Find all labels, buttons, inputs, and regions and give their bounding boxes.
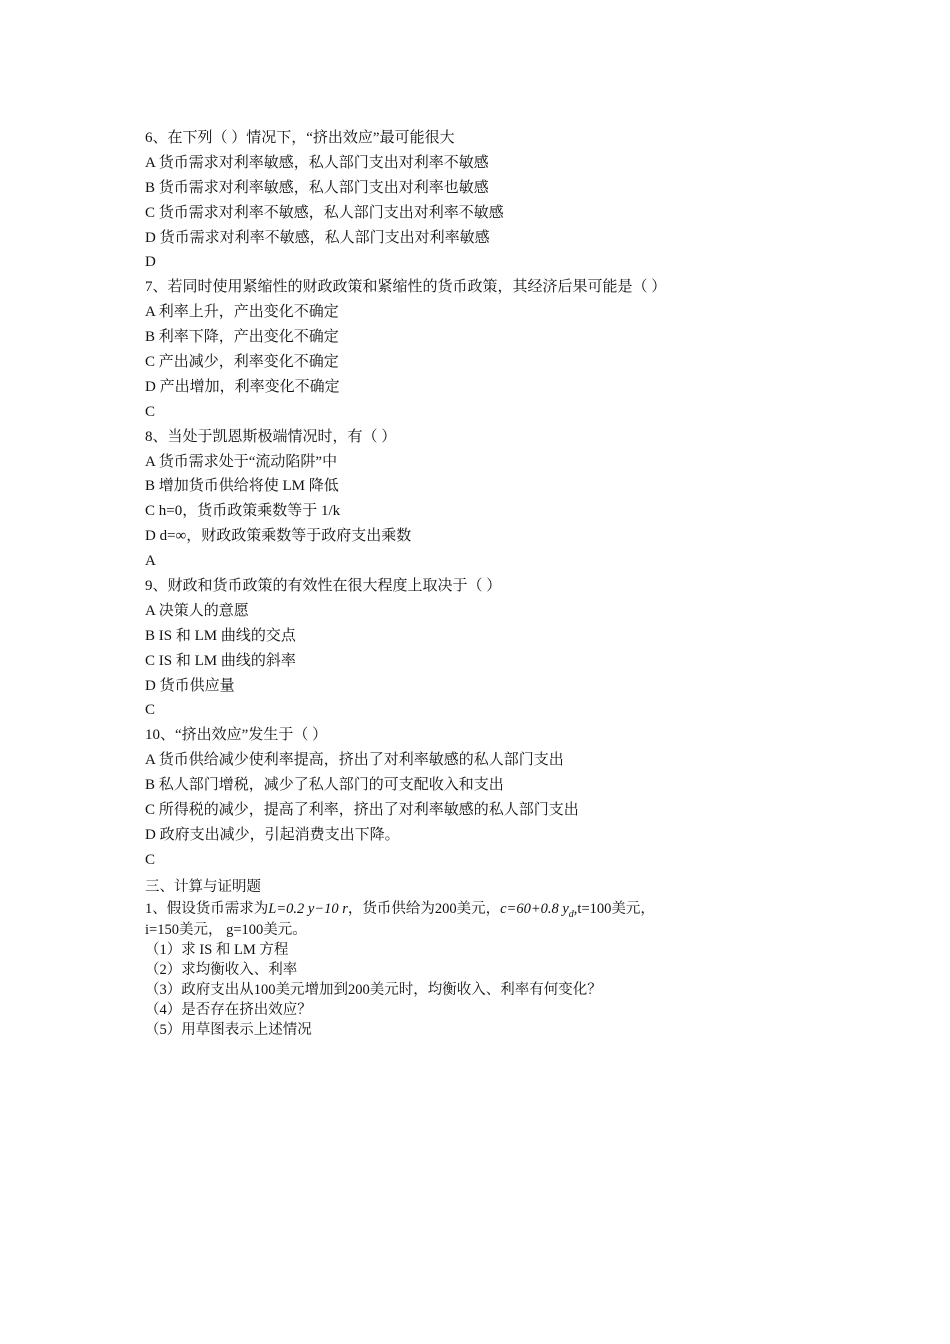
question-option: A 货币供给减少使利率提高，挤出了对利率敏感的私人部门支出 xyxy=(145,752,564,769)
consumption-subscript: d xyxy=(568,908,574,920)
tax-text: ,t=100美元， xyxy=(573,901,655,917)
problem-statement-line-2: i=150美元， g=100美元。 xyxy=(145,922,307,938)
question-option: B 利率下降，产出变化不确定 xyxy=(145,329,339,346)
multiple-choice-section xyxy=(145,126,865,873)
consumption-formula: c=60+0.8 y xyxy=(500,901,569,917)
problem-prefix: 1、假设货币需求为 xyxy=(145,901,269,917)
question-option: C IS 和 LM 曲线的斜率 xyxy=(145,652,296,669)
question-stem: 7、若同时使用紧缩性的财政政策和紧缩性的货币政策，其经济后果可能是（ ） xyxy=(145,279,667,296)
question-answer: A xyxy=(145,553,156,570)
section-title: 三、计算与证明题 xyxy=(145,879,261,895)
question-answer: D xyxy=(145,254,156,271)
question-option: C 所得税的减少，提高了利率，挤出了对利率敏感的私人部门支出 xyxy=(145,802,579,819)
question-option: A 货币需求处于“流动陷阱”中 xyxy=(145,453,338,470)
question-option: B IS 和 LM 曲线的交点 xyxy=(145,627,296,644)
question-answer: C xyxy=(145,851,156,868)
sub-question: （4）是否存在挤出效应？ xyxy=(145,1002,312,1018)
question-stem: 6、在下列（ ）情况下，“挤出效应”最可能很大 xyxy=(145,130,455,146)
sub-question: （2）求均衡收入、利率 xyxy=(145,962,298,978)
question-answer: C xyxy=(145,702,156,719)
question-option: A 利率上升，产出变化不确定 xyxy=(145,304,339,321)
question-option: D 政府支出减少，引起消费支出下降。 xyxy=(145,826,400,843)
money-supply-text: ，货币供给为200美元， xyxy=(347,901,501,917)
sub-question: （1）求 IS 和 LM 方程 xyxy=(145,942,289,958)
sub-question: （3）政府支出从100美元增加到200美元时，均衡收入、利率有何变化？ xyxy=(145,982,602,998)
question-stem: 9、财政和货币政策的有效性在很大程度上取决于（ ） xyxy=(145,578,502,595)
question-option: D d=∞，财政政策乘数等于政府支出乘数 xyxy=(145,528,412,545)
question-option: C h=0，货币政策乘数等于 1/k xyxy=(145,503,341,520)
calculation-section xyxy=(145,876,865,1040)
problem-statement-line-1 xyxy=(145,898,865,920)
money-demand-formula: L=0.2 y−10 r xyxy=(268,901,348,917)
question-option: C 货币需求对利率不敏感，私人部门支出对利率不敏感 xyxy=(145,204,504,221)
question-option: D 货币供应量 xyxy=(145,677,235,694)
sub-question: （5）用草图表示上述情况 xyxy=(145,1022,312,1038)
question-option: D 货币需求对利率不敏感，私人部门支出对利率敏感 xyxy=(145,229,490,246)
question-option: A 货币需求对利率敏感，私人部门支出对利率不敏感 xyxy=(145,154,489,171)
question-option: B 私人部门增税，减少了私人部门的可支配收入和支出 xyxy=(145,777,504,794)
question-option: B 货币需求对利率敏感，私人部门支出对利率也敏感 xyxy=(145,179,489,196)
question-stem: 10、“挤出效应”发生于（ ） xyxy=(145,727,328,744)
question-option: C 产出减少，利率变化不确定 xyxy=(145,354,339,371)
question-stem: 8、当处于凯恩斯极端情况时，有（ ） xyxy=(145,428,397,445)
question-answer: C xyxy=(145,403,156,420)
question-option: B 增加货币供给将使 LM 降低 xyxy=(145,478,339,495)
question-option: A 决策人的意愿 xyxy=(145,602,249,619)
question-option: D 产出增加，利率变化不确定 xyxy=(145,378,340,395)
